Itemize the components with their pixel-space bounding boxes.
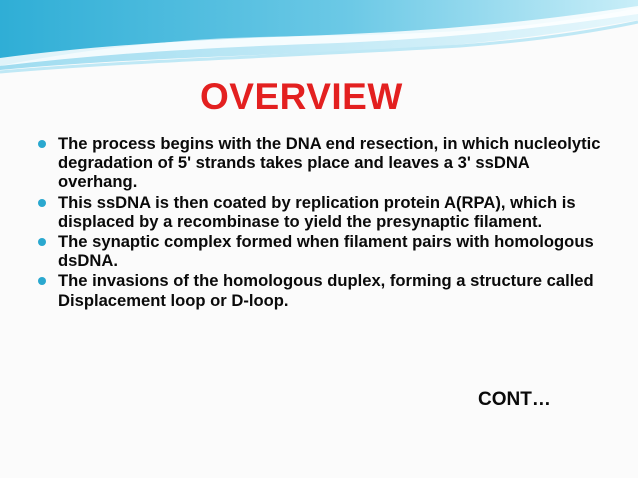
bullet-dot-icon [38,277,46,285]
bullet-text: The process begins with the DNA end resection, in which nucleolytic degradation of 5' strands takes place and leaves a 3' ssDNA overhang. [58,134,601,192]
list-item [38,232,604,270]
slide-title: OVERVIEW [200,76,403,117]
bullet-text: The synaptic complex formed when filament pairs with homologous dsDNA. [58,232,594,271]
list-item [38,271,604,309]
bullet-dot-icon [38,199,46,207]
continuation-label: CONT… [478,389,551,410]
bullet-list [38,134,604,311]
bullet-text: The invasions of the homologous duplex, forming a structure called Displacement loop or D-loop. [58,271,594,310]
list-item [38,134,604,192]
list-item [38,193,604,231]
bullet-text: This ssDNA is then coated by replication protein A(RPA), which is displaced by a recombinase to yield the presynaptic filament. [58,192,576,231]
bullet-dot-icon [38,238,46,246]
bullet-dot-icon [38,140,46,148]
header-wave-decoration [0,0,638,80]
